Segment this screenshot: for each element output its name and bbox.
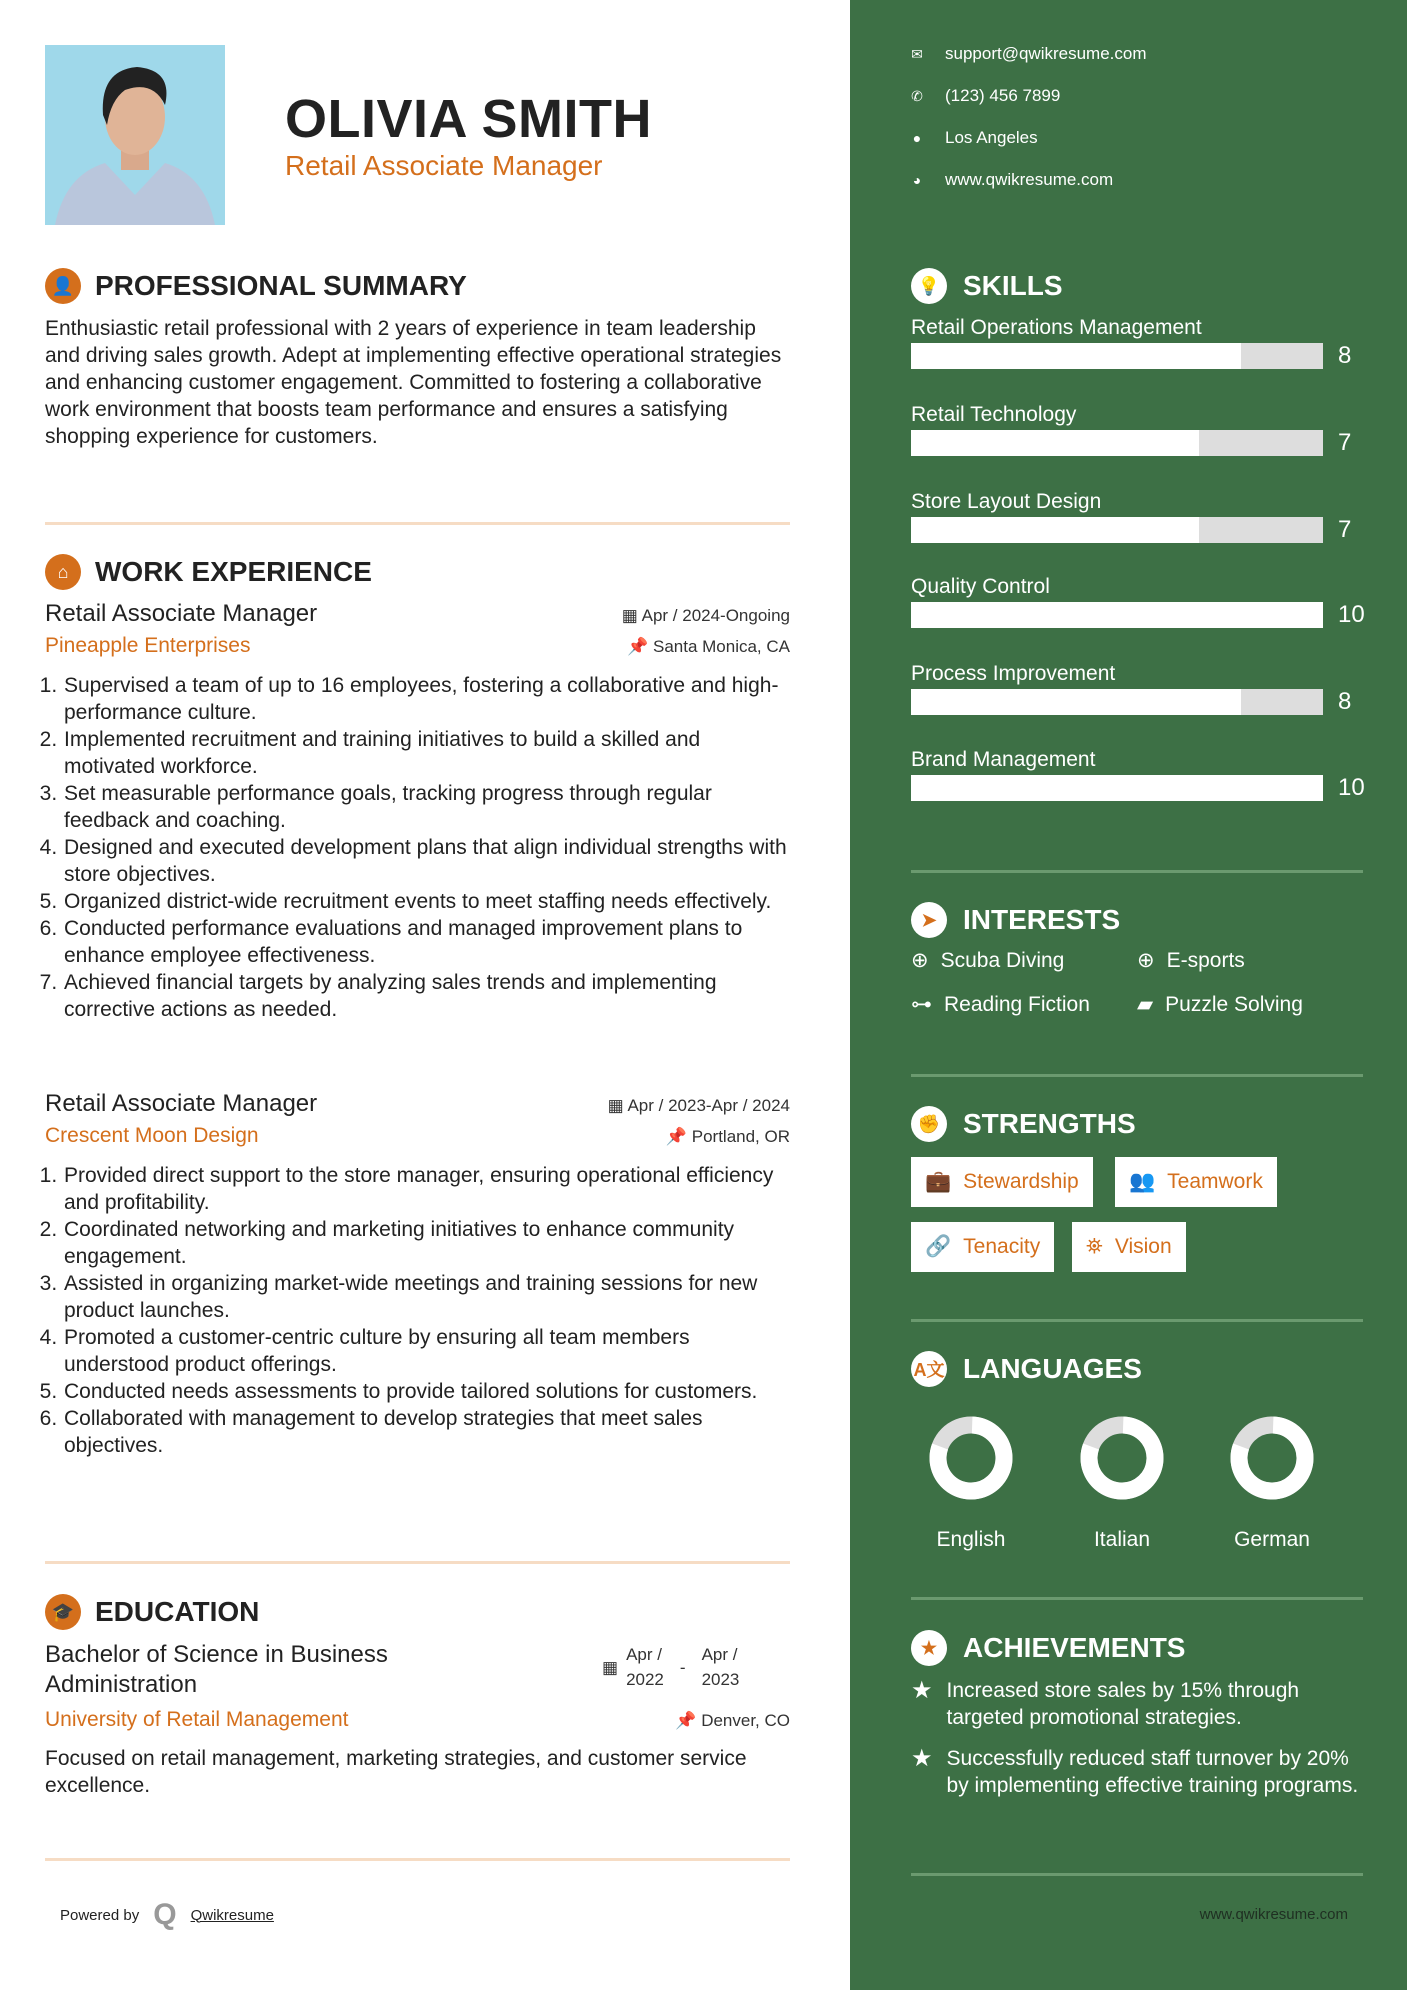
summary-heading [45, 268, 467, 304]
education-heading [45, 1594, 259, 1630]
pin-icon: 📌 [627, 637, 653, 656]
strength-label: Teamwork [1167, 1170, 1263, 1193]
job-title: Retail Associate Manager [45, 1090, 318, 1117]
strength-label: Tenacity [963, 1235, 1041, 1258]
bullet: 5. Organized district-wide recruitment events to meet staffing needs effectively. [63, 888, 790, 915]
skills-heading [911, 268, 1063, 304]
phone-icon: ✆ [911, 87, 923, 104]
work-heading-text: WORK EXPERIENCE [95, 556, 372, 587]
location-text: Los Angeles [945, 128, 1038, 147]
skill-item [911, 575, 1381, 628]
strengths-heading [911, 1106, 1136, 1142]
skill-bar [911, 343, 1323, 369]
strength-label: Vision [1114, 1235, 1172, 1258]
language-item [911, 1414, 1031, 1552]
briefcase-icon: 💼 [925, 1170, 952, 1193]
skill-item [911, 490, 1381, 543]
fist-icon: ✊ [911, 1106, 947, 1142]
qwikresume-link[interactable]: Qwikresume [190, 1906, 274, 1924]
strength-chip [911, 1157, 1093, 1207]
languages-heading [911, 1351, 1142, 1387]
language-item [1062, 1414, 1182, 1552]
skill-level: 10 [1338, 774, 1365, 801]
strength-chip [1072, 1222, 1186, 1272]
skill-bar-fill [911, 430, 1199, 456]
language-item [1212, 1414, 1332, 1552]
divider [911, 870, 1363, 873]
language-name: English [936, 1528, 1006, 1551]
bullet: 4. Designed and executed development plans that align individual strengths with store objectives. [63, 834, 790, 888]
contact-email [911, 44, 1147, 64]
end-month: Apr / [701, 1645, 738, 1664]
job-date: Apr / 2023-Apr / 2024 [627, 1096, 790, 1115]
powered-by [60, 1898, 274, 1932]
job-title: Retail Associate Manager [45, 600, 318, 627]
strength-chip [1115, 1157, 1277, 1207]
language-name: German [1234, 1528, 1310, 1551]
skill-item [911, 748, 1381, 801]
skill-bar [911, 689, 1323, 715]
skill-bar [911, 517, 1323, 543]
star-icon: ★ [911, 1677, 933, 1704]
email-text[interactable]: support@qwikresume.com [945, 44, 1147, 63]
interest-item [911, 948, 1064, 973]
divider [911, 1319, 1363, 1322]
bullet: 2. Implemented recruitment and training initiatives to build a skilled and motivated workforce. [63, 726, 790, 780]
interest-item [1137, 992, 1303, 1017]
phone-text: (123) 456 7899 [945, 86, 1061, 105]
interest-item [1137, 948, 1245, 973]
lifebuoy-icon: ⊕ [911, 949, 929, 972]
skill-bar-fill [911, 343, 1241, 369]
contact-location [911, 128, 1038, 148]
divider [911, 1597, 1363, 1600]
lifebuoy-icon: ⊕ [1137, 949, 1155, 972]
bullet: 1. Supervised a team of up to 16 employees, fostering a collaborative and high-performance culture. [63, 672, 790, 726]
interest-label: Puzzle Solving [1165, 992, 1303, 1016]
skill-level: 8 [1338, 342, 1352, 369]
language-donut [1062, 1414, 1182, 1504]
achievement-text: Successfully reduced staff turnover by 20% by implementing effective training programs. [946, 1747, 1359, 1797]
start-month: Apr / [626, 1645, 662, 1664]
language-donut [1212, 1414, 1332, 1504]
pin-icon: 📌 [675, 1711, 702, 1730]
qwikresume-logo: Q [153, 1898, 177, 1931]
website-text[interactable]: www.qwikresume.com [945, 170, 1114, 189]
contact-phone [911, 86, 1060, 106]
divider [45, 1858, 790, 1861]
language-donut [911, 1414, 1031, 1504]
link-icon: 🔗 [925, 1235, 952, 1258]
date-separator: - [679, 1657, 686, 1677]
bullet: 4. Promoted a customer-centric culture by ensuring all team members understood product offerings. [63, 1324, 790, 1378]
job-location: Santa Monica, CA [652, 637, 790, 656]
bullet: 3. Assisted in organizing market-wide meetings and training sessions for new product launches. [63, 1270, 790, 1324]
candidate-name: OLIVIA SMITH [285, 89, 652, 149]
skill-bar-fill [911, 775, 1323, 801]
achievements-heading-text: ACHIEVEMENTS [963, 1632, 1186, 1663]
globe-icon: ◕ [912, 172, 922, 188]
footer-website[interactable]: www.qwikresume.com [1199, 1906, 1348, 1923]
skill-level: 7 [1338, 516, 1352, 543]
skill-bar-fill [911, 517, 1199, 543]
achievement-text: Increased store sales by 15% through targeted promotional strategies. [946, 1679, 1300, 1729]
interest-label: Reading Fiction [944, 992, 1090, 1016]
summary-heading-text: PROFESSIONAL SUMMARY [95, 270, 467, 301]
map-pin-icon: ● [912, 130, 922, 146]
binoculars-icon: ⛯ [1086, 1235, 1103, 1258]
divider [911, 1074, 1363, 1077]
bullet: 7. Achieved financial targets by analyzing sales trends and implementing corrective actions as needed. [63, 969, 790, 1023]
profile-photo [45, 45, 225, 225]
paper-plane-icon: ➤ [911, 902, 947, 938]
divider [45, 522, 790, 525]
job-bullets [45, 672, 790, 1023]
strength-chip [911, 1222, 1054, 1272]
job-company: Pineapple Enterprises [45, 634, 251, 657]
pin-icon: 📌 [665, 1127, 692, 1146]
translate-icon: A文 [911, 1351, 947, 1387]
interest-label: E-sports [1166, 948, 1245, 972]
skill-bar [911, 602, 1323, 628]
achievement-item [911, 1677, 1371, 1731]
skill-item [911, 403, 1381, 456]
bullet: 3. Set measurable performance goals, tracking progress through regular feedback and coaching. [63, 780, 790, 834]
skill-item [911, 316, 1381, 369]
bullet: 1. Provided direct support to the store manager, ensuring operational efficiency and profitability. [63, 1162, 790, 1216]
achievement-item [911, 1745, 1371, 1799]
skill-level: 7 [1338, 429, 1352, 456]
calendar-icon: ▦ [602, 1657, 619, 1677]
divider [45, 1561, 790, 1564]
education-heading-text: EDUCATION [95, 1596, 260, 1627]
lightbulb-icon: 💡 [911, 268, 947, 304]
skill-bar [911, 775, 1323, 801]
job-entry [45, 600, 790, 1023]
bullet: 6. Conducted performance evaluations and managed improvement plans to enhance employee effectiveness. [63, 915, 790, 969]
chair-icon: ⌂ [45, 554, 81, 590]
end-year: 2023 [701, 1670, 740, 1689]
bullet: 5. Conducted needs assessments to provide tailored solutions for customers. [63, 1378, 790, 1405]
skill-item [911, 662, 1381, 715]
school-location: Denver, CO [701, 1711, 790, 1730]
school-row [45, 1708, 790, 1732]
powered-by-text: Powered by [60, 1906, 140, 1924]
skill-name: Brand Management [911, 748, 1096, 771]
skill-name: Process Improvement [911, 662, 1116, 685]
bullet: 2. Coordinated networking and marketing initiatives to enhance community engagement. [63, 1216, 790, 1270]
graduate-icon: 🎓 [45, 1594, 81, 1630]
interest-item [911, 992, 1090, 1017]
user-icon: 👤 [45, 268, 81, 304]
interests-heading-text: INTERESTS [963, 904, 1121, 935]
skill-level: 10 [1338, 601, 1365, 628]
candidate-title: Retail Associate Manager [285, 150, 603, 181]
degree: Bachelor of Science in Business Administration [45, 1641, 388, 1698]
languages-heading-text: LANGUAGES [963, 1353, 1142, 1384]
job-company: Crescent Moon Design [45, 1124, 259, 1147]
strength-label: Stewardship [963, 1170, 1079, 1193]
interests-heading [911, 902, 1120, 938]
divider [911, 1873, 1363, 1876]
gamepad-icon: ⊶ [911, 993, 932, 1016]
work-heading [45, 554, 372, 590]
star-icon: ★ [911, 1630, 947, 1666]
star-icon: ★ [911, 1745, 933, 1772]
job-date: Apr / 2024-Ongoing [641, 606, 790, 625]
contact-website [911, 170, 1113, 190]
skill-bar-fill [911, 602, 1323, 628]
book-icon: ▰ [1137, 993, 1154, 1016]
skills-heading-text: SKILLS [963, 270, 1063, 301]
education-description: Focused on retail management, marketing strategies, and customer service excellence. [45, 1747, 747, 1797]
calendar-icon: ▦ [607, 1096, 628, 1115]
job-location: Portland, OR [691, 1127, 790, 1146]
school: University of Retail Management [45, 1708, 349, 1731]
summary-text: Enthusiastic retail professional with 2 years of experience in team leadership and driving sales growth. Adept at implementing effective operational strategies and enhancing customer engagement. Committed to fostering a collaborative work environment that boosts team performance and ensures a satisfying shopping experience for customers. [45, 317, 782, 448]
education-dates [602, 1642, 739, 1692]
envelope-icon: ✉ [911, 45, 923, 62]
job-bullets [45, 1162, 790, 1459]
skill-name: Quality Control [911, 575, 1050, 598]
language-name: Italian [1093, 1528, 1151, 1551]
skill-name: Retail Operations Management [911, 316, 1202, 339]
users-icon: 👥 [1129, 1170, 1156, 1193]
skill-level: 8 [1338, 688, 1352, 715]
interest-label: Scuba Diving [940, 948, 1065, 972]
achievements-heading [911, 1630, 1185, 1666]
bullet: 6. Collaborated with management to develop strategies that meet sales objectives. [63, 1405, 790, 1459]
skill-bar [911, 430, 1323, 456]
skill-name: Store Layout Design [911, 490, 1102, 513]
skill-name: Retail Technology [911, 403, 1077, 426]
start-year: 2022 [626, 1670, 664, 1689]
strengths-heading-text: STRENGTHS [963, 1108, 1136, 1139]
skill-bar-fill [911, 689, 1241, 715]
job-entry [45, 1090, 790, 1459]
calendar-icon: ▦ [621, 606, 642, 625]
